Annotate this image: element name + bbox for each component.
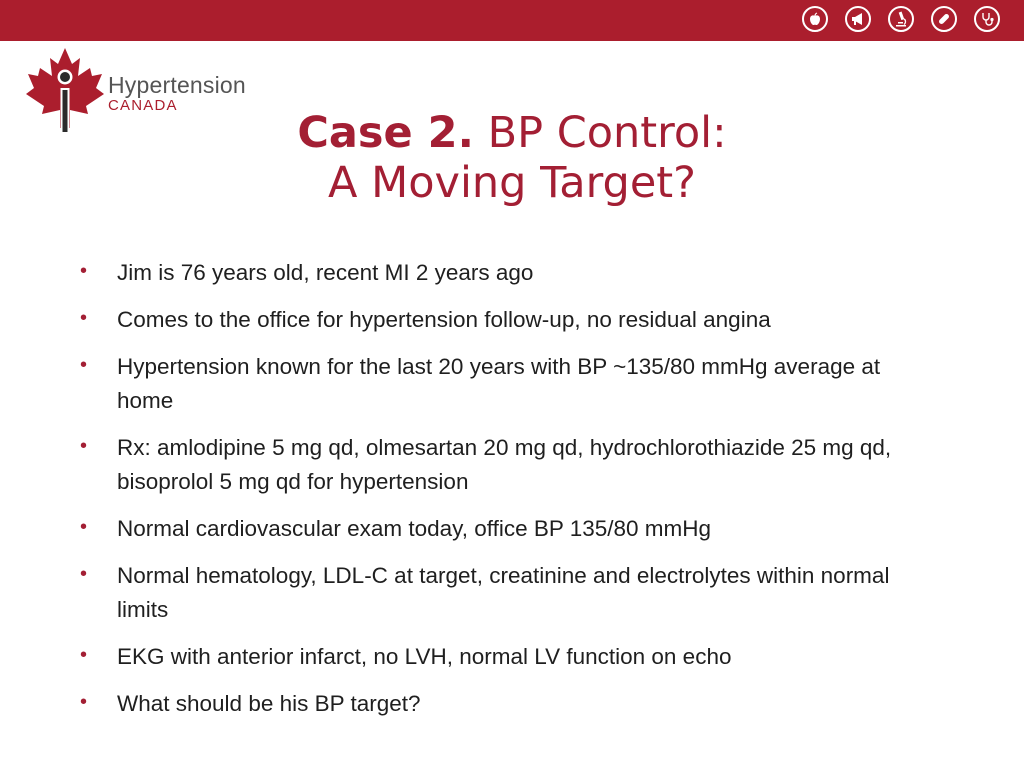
bullet-item: [78, 640, 938, 674]
bullet-text: Hypertension known for the last 20 years with BP ~135/80 mmHg average at home: [117, 354, 881, 413]
apple-icon[interactable]: [802, 6, 828, 32]
bullet-text: Normal hematology, LDL-C at target, creatinine and electrolytes within normal limits: [117, 563, 890, 622]
bullet-item: [78, 256, 938, 290]
bullet-item: [78, 431, 938, 499]
bullet-text: Normal cardiovascular exam today, office BP 135/80 mmHg: [117, 516, 712, 541]
stethoscope-icon[interactable]: [974, 6, 1000, 32]
bullet-item: [78, 559, 938, 627]
logo-line-2: CANADA: [108, 97, 178, 114]
slide-title: [0, 108, 1024, 208]
bullet-marker: •: [80, 563, 88, 585]
bullet-item: [78, 303, 938, 337]
pill-icon[interactable]: [931, 6, 957, 32]
bullet-text: Comes to the office for hypertension follow-up, no residual angina: [117, 307, 771, 332]
bullet-text: What should be his BP target?: [117, 691, 421, 716]
bullet-marker: •: [80, 516, 88, 538]
bullet-marker: •: [80, 691, 88, 713]
bullet-text: Jim is 76 years old, recent MI 2 years ago: [117, 260, 534, 285]
bullet-item: [78, 687, 938, 721]
bullet-marker: •: [80, 354, 88, 376]
megaphone-icon[interactable]: [845, 6, 871, 32]
title-line-1: [0, 108, 1024, 158]
bullet-text: EKG with anterior infarct, no LVH, normal LV function on echo: [117, 644, 732, 669]
bullet-marker: •: [80, 260, 88, 282]
title-rest-part: BP Control:: [473, 108, 727, 158]
bullet-item: [78, 512, 938, 546]
top-banner: [0, 0, 1024, 41]
microscope-icon[interactable]: [888, 6, 914, 32]
bullet-marker: •: [80, 307, 88, 329]
title-bold-part: Case 2.: [297, 108, 474, 158]
header-icon-group: [802, 6, 1000, 36]
bullet-item: [78, 350, 938, 418]
bullet-marker: •: [80, 644, 88, 666]
logo-line-1: Hypertension: [108, 72, 246, 98]
title-line-2: A Moving Target?: [328, 158, 696, 208]
bullet-list: [78, 256, 938, 734]
bullet-marker: •: [80, 435, 88, 457]
bullet-text: Rx: amlodipine 5 mg qd, olmesartan 20 mg qd, hydrochlorothiazide 25 mg qd, bisoprolol 5 mg qd for hypertension: [117, 435, 892, 494]
